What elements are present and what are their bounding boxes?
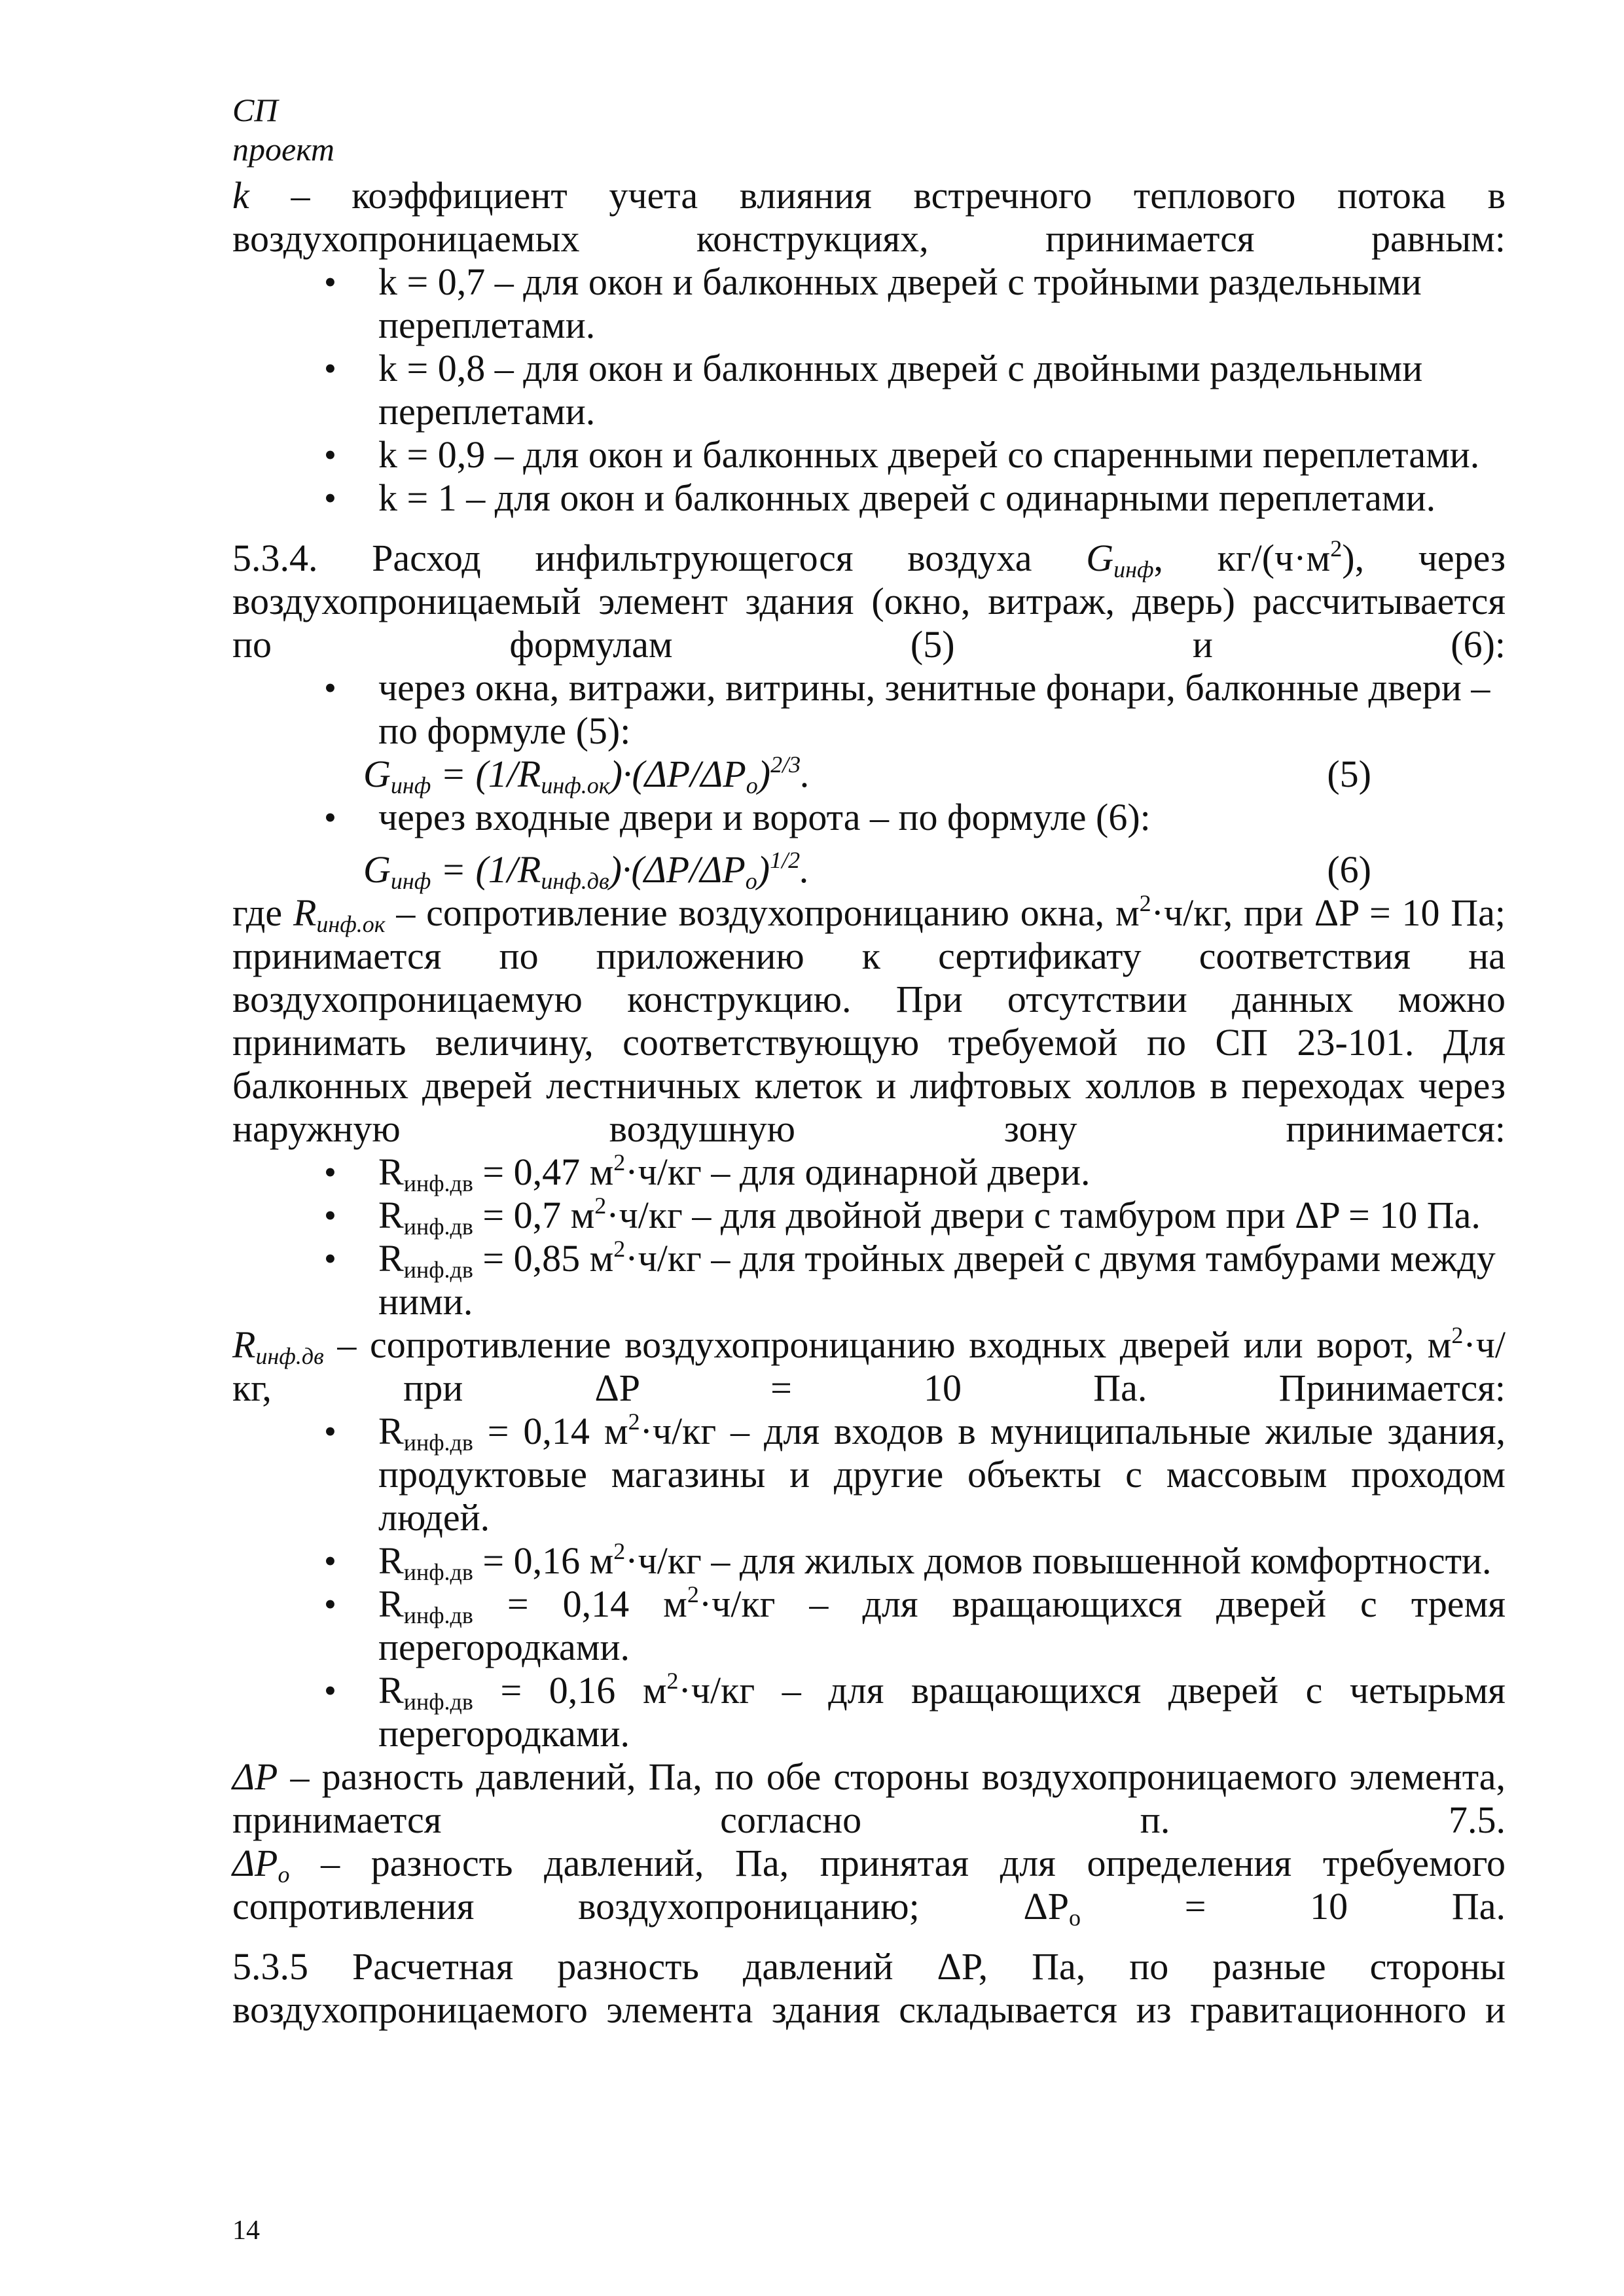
- section-5-3-4: [232, 537, 1506, 666]
- r-symbol: R: [232, 1323, 256, 1366]
- superscript: 2: [1330, 535, 1343, 562]
- windows-list: [232, 666, 1506, 753]
- r-symbol: R: [293, 891, 317, 934]
- list-item: • через входные двери и ворота – по формуле (6):: [232, 796, 1506, 839]
- list-item: • $R_{инф.дв} = 0,7$ $м^2\cdot ч/кг$ – для двойной двери с тамбуром при ΔP = 10 Па.: [232, 1194, 1506, 1237]
- list-item: • k = 1 – для окон и балконных дверей с одинарными переплетами.: [232, 476, 1506, 520]
- formula-subscript: инф: [390, 772, 431, 798]
- formula-number: (6): [1327, 848, 1371, 891]
- formula-part: )·(ΔP/ΔP: [609, 753, 746, 795]
- formula-part: = (1/: [431, 753, 518, 795]
- definition-text: – разность давлений, Па, принятая для определения требуемого сопротивления воздухопроницанию; ΔP: [232, 1842, 1506, 1928]
- page-number: 14: [232, 2215, 260, 2246]
- formula-part: )·(ΔP/ΔP: [609, 848, 746, 891]
- k-symbol: k: [232, 174, 249, 217]
- header-code: СП: [232, 92, 278, 128]
- dp-symbol: ΔP: [232, 1755, 278, 1798]
- section-5-3-5: 5.3.5 Расчетная разность давлений ΔP, Па, по разные стороны воздухопроницаемого элемента здания складывается из гравитационного и: [232, 1945, 1506, 2031]
- formula-part: ): [757, 753, 771, 795]
- definition-text: где: [232, 891, 293, 934]
- formula-subscript: о: [745, 868, 757, 894]
- definition-text: – сопротивление воздухопроницанию окна, м: [385, 891, 1140, 934]
- definition-text: ·ч/кг, при ΔP = 10 Па. Принимается:: [232, 1323, 1506, 1409]
- dpo-definition: [232, 1842, 1506, 1931]
- formula-5: [232, 753, 1506, 796]
- k-definition: [232, 174, 1506, 260]
- list-item: • $R_{инф.дв} = 0,14$ $м^2\cdot ч/кг$ – для вращающихся дверей с тремя перегородками.: [232, 1583, 1506, 1669]
- section-text: 5.3.4. Расход инфильтрующегося воздуха: [232, 537, 1087, 579]
- formula-subscript: о: [746, 772, 758, 798]
- formula-subscript: инф.ок: [541, 772, 610, 798]
- formula-part: R: [517, 753, 541, 795]
- entrance-doors-list: [232, 1410, 1506, 1755]
- formula-part: = (1/: [431, 848, 518, 891]
- formula-subscript: инф.дв: [541, 868, 609, 894]
- balcony-doors-list: [232, 1151, 1506, 1323]
- k-values-list: [232, 260, 1506, 520]
- doors-list: [232, 796, 1506, 839]
- definition-text: – разность давлений, Па, по обе стороны воздухопроницаемого элемента, принимается согласно п. 7.5.: [232, 1755, 1506, 1841]
- formula-exponent: 2/3: [770, 751, 801, 778]
- list-item: • k = 0,9 – для окон и балконных дверей со спаренными переплетами.: [232, 433, 1506, 476]
- r-subscript: инф.дв: [255, 1343, 324, 1369]
- formula-part: G: [363, 753, 391, 795]
- formula-part: .: [801, 753, 810, 795]
- definition-text: – сопротивление воздухопроницанию входных дверей или ворот, м: [323, 1323, 1452, 1366]
- formula-number: (5): [1327, 753, 1371, 795]
- superscript: 2: [1451, 1322, 1464, 1348]
- where-definition: [232, 891, 1506, 1151]
- definition-text: ·ч/кг, при ΔP = 10 Па; принимается по приложению к сертификату соответствия на воздухопроницаемую конструкцию. При отсутствии данных можно принимать величину, соответствующую требуемой по СП 23-101. Для балконных дверей лестничных клеток и лифтовых холлов в переходах через наружную воздушную зону принимается:: [232, 891, 1506, 1150]
- rdv-definition: [232, 1323, 1506, 1410]
- formula-part: R: [517, 848, 541, 891]
- formula-part: G: [363, 848, 391, 891]
- list-item: • k = 0,7 – для окон и балконных дверей с тройными раздельными переплетами.: [232, 260, 1506, 347]
- g-symbol: G: [1086, 537, 1114, 579]
- formula-exponent: 1/2: [770, 847, 801, 873]
- list-item: • через окна, витражи, витрины, зенитные фонари, балконные двери – по формуле (5):: [232, 666, 1506, 753]
- section-text: ), через воздухопроницаемый элемент здания (окно, витраж, дверь) рассчитывается по формулам (5) и (6):: [232, 537, 1506, 666]
- dp-symbol: ΔP: [232, 1842, 278, 1884]
- r-subscript: инф.ок: [316, 911, 386, 937]
- list-item: • $R_{инф.дв} = 0,16$ $м^2\cdot ч/кг$ – для жилых домов повышенной комфортности.: [232, 1539, 1506, 1583]
- g-subscript: инф: [1113, 556, 1154, 583]
- header-status: проект: [232, 131, 335, 168]
- dp-subscript: о: [1069, 1905, 1081, 1931]
- dp-definition: [232, 1755, 1506, 1842]
- k-definition-text: – коэффициент учета влияния встречного теплового потока в воздухопроницаемых конструкциях, принимается равным:: [232, 174, 1506, 260]
- section-text: , кг/(ч·м: [1153, 537, 1331, 579]
- superscript: 2: [1139, 890, 1151, 916]
- formula-part: .: [800, 848, 810, 891]
- list-item: • $R_{инф.дв} = 0,47$ $м^2\cdot ч/кг$ – для одинарной двери.: [232, 1151, 1506, 1194]
- list-item: • $R_{инф.дв} = 0,14$ $м^2\cdot ч/кг$ – для входов в муниципальные жилые здания, продуктовые магазины и другие объекты с массовым проходом людей.: [232, 1410, 1506, 1539]
- body-text: [232, 174, 1506, 2032]
- formula-6: [232, 847, 1506, 894]
- list-item: • k = 0,8 – для окон и балконных дверей с двойными раздельными переплетами.: [232, 347, 1506, 433]
- definition-text: = 10 Па.: [1081, 1885, 1506, 1928]
- list-item: • $R_{инф.дв} = 0,16$ $м^2\cdot ч/кг$ – для вращающихся дверей с четырьмя перегородками.: [232, 1669, 1506, 1755]
- formula-part: ): [757, 848, 770, 891]
- formula-subscript: инф: [390, 868, 431, 894]
- list-item: • $R_{инф.дв} = 0,85$ $м^2\cdot ч/кг$ – для тройных дверей с двумя тамбурами между ними.: [232, 1237, 1506, 1323]
- dp-subscript: о: [278, 1861, 290, 1888]
